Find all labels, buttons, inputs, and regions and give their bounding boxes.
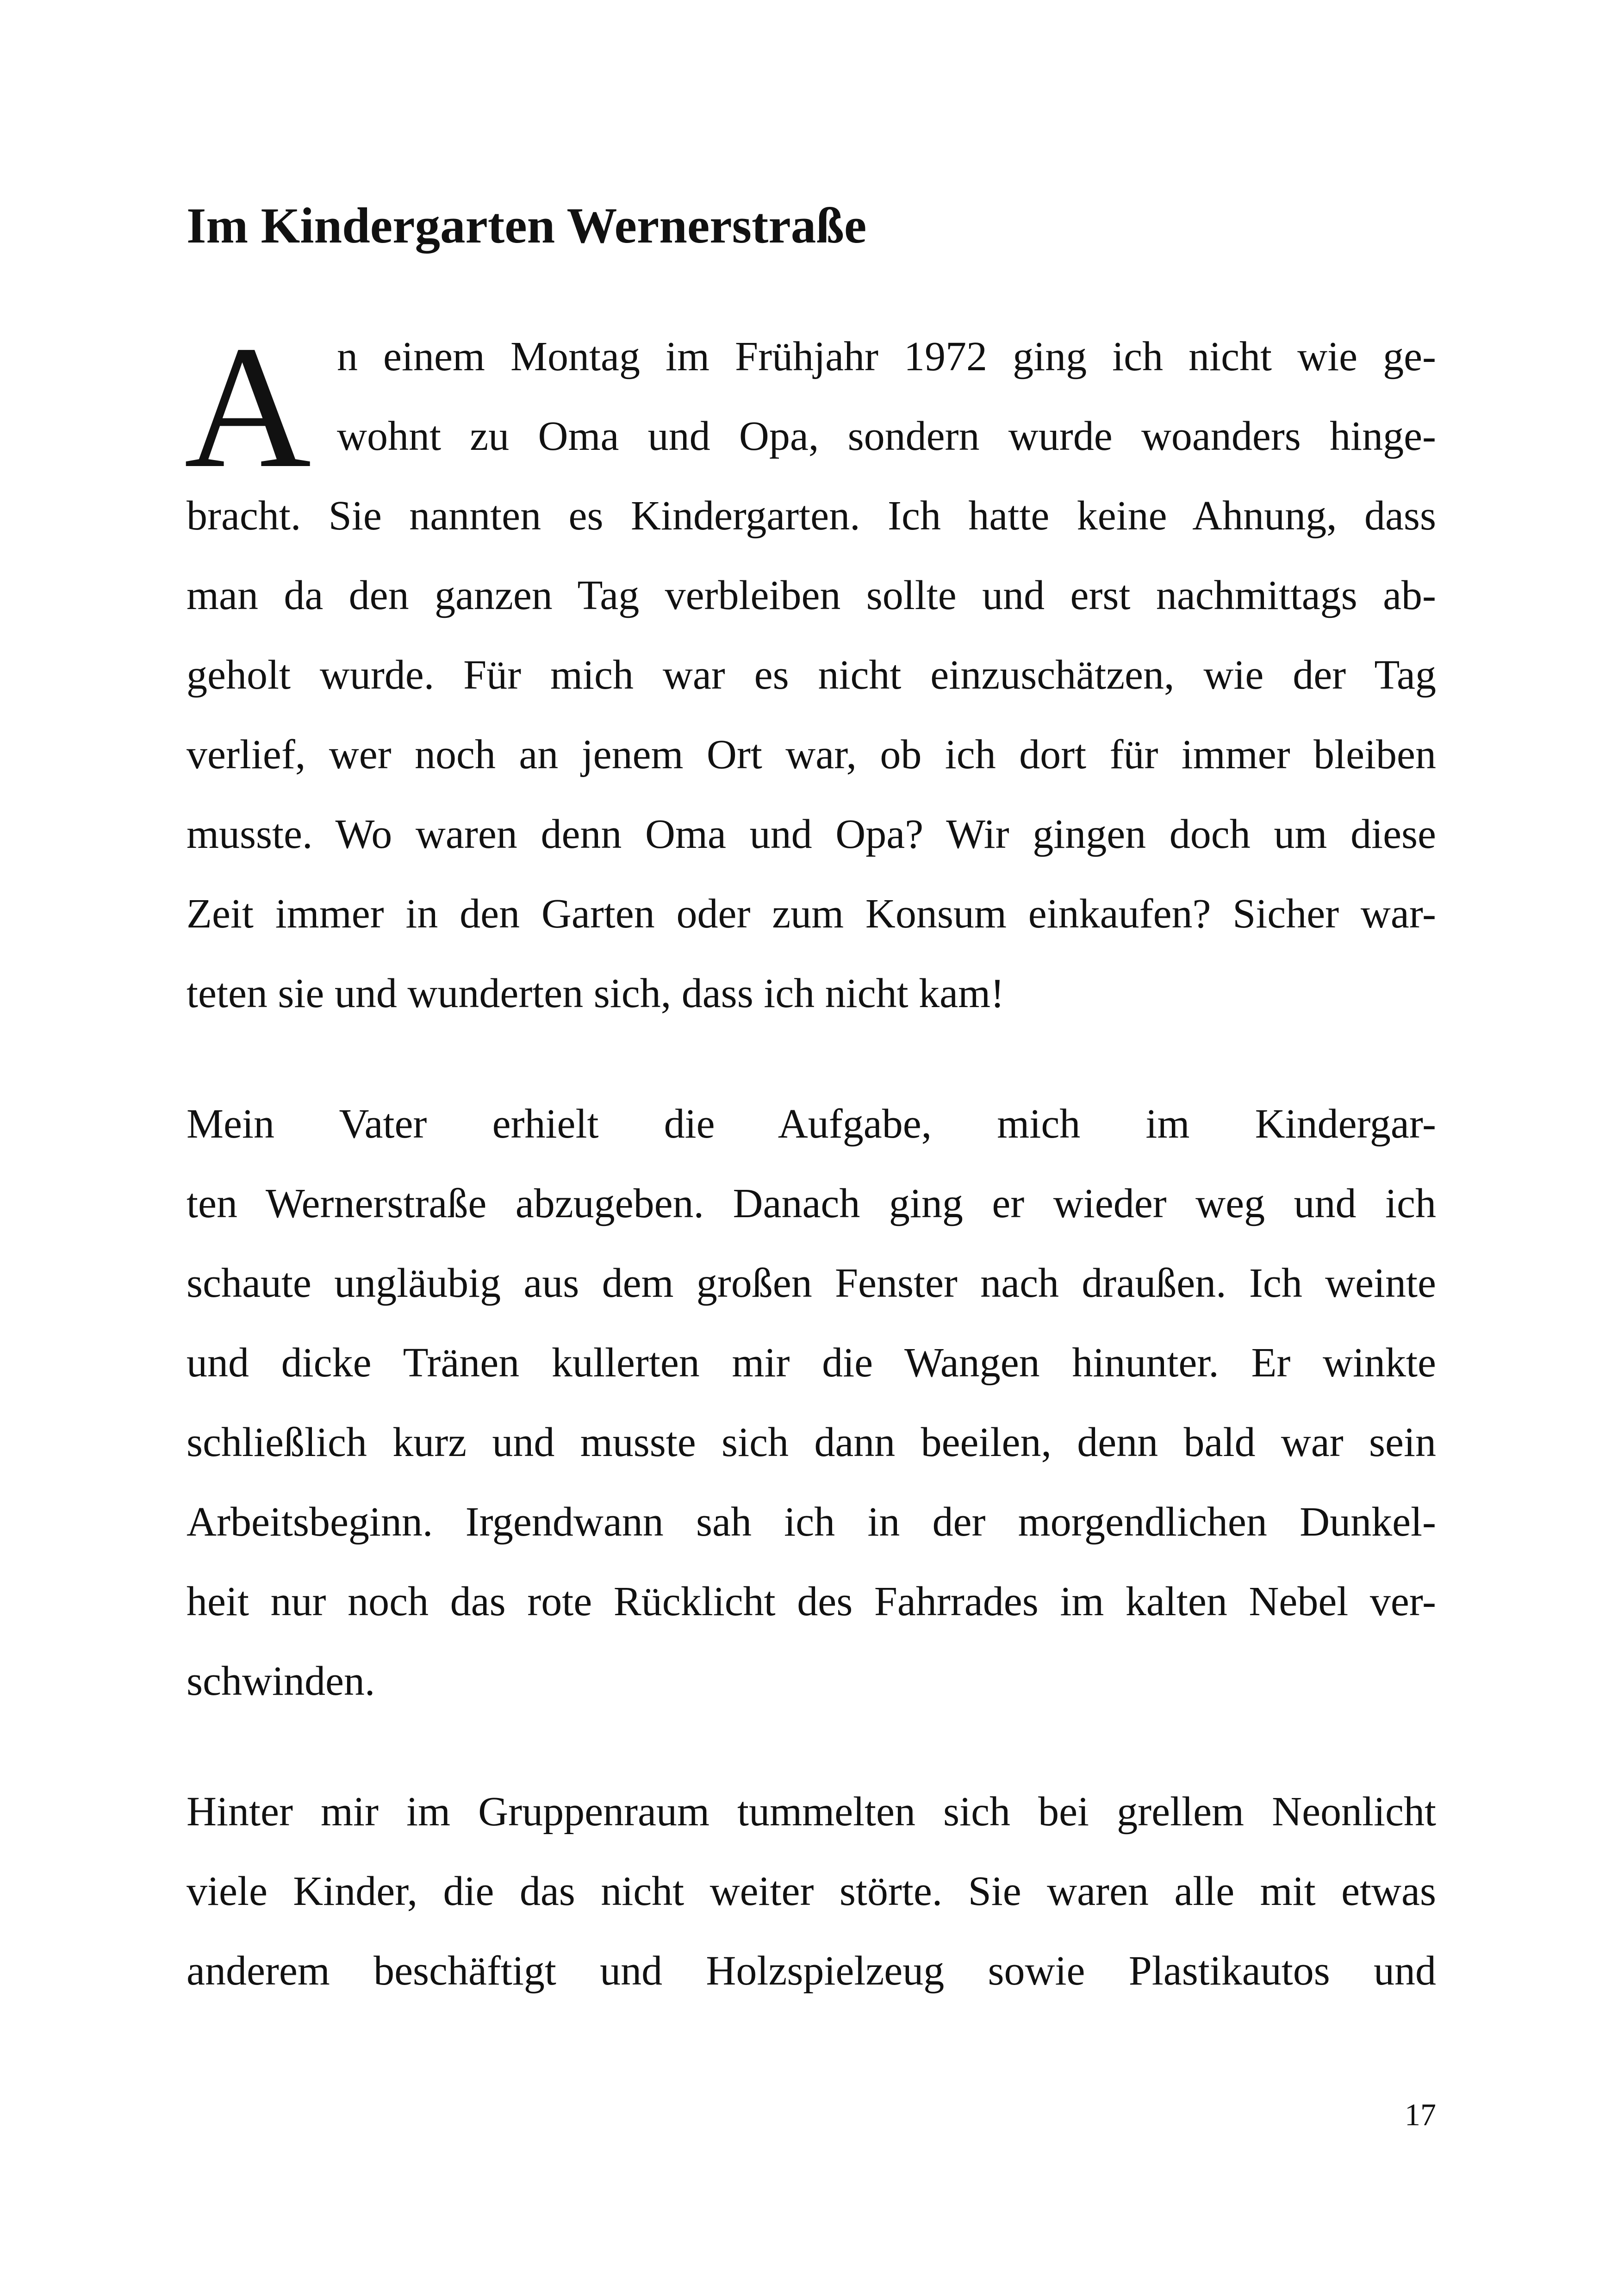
text-line: wohnt zu Oma und Opa, sondern wurde woanders hinge- bbox=[337, 413, 1436, 459]
text-line: schließlich kurz und musste sich dann beeilen, denn bald war sein bbox=[187, 1419, 1436, 1465]
text-line: anderem beschäftigt und Holzspielzeug sowie Plastikautos und bbox=[187, 1948, 1436, 1994]
text-line: Arbeitsbeginn. Irgendwann sah ich in der morgendlichen Dunkel- bbox=[187, 1499, 1436, 1545]
text-line: ten Wernerstraße abzugeben. Danach ging er wieder weg und ich bbox=[187, 1181, 1436, 1226]
text-line: und dicke Tränen kullerten mir die Wangen hinunter. Er winkte bbox=[187, 1340, 1436, 1386]
text-line: schaute ungläubig aus dem großen Fenster nach draußen. Ich weinte bbox=[187, 1260, 1436, 1306]
text-line: bracht. Sie nannten es Kindergarten. Ich hatte keine Ahnung, dass bbox=[187, 493, 1436, 539]
text-line: Zeit immer in den Garten oder zum Konsum einkaufen? Sicher war- bbox=[187, 891, 1436, 937]
text-line: n einem Montag im Frühjahr 1972 ging ich nicht wie ge- bbox=[337, 334, 1436, 380]
chapter-title: Im Kindergarten Wernerstraße bbox=[187, 198, 867, 254]
page-number: 17 bbox=[1405, 2097, 1436, 2132]
text-line: Mein Vater erhielt die Aufgabe, mich im Kindergar- bbox=[187, 1101, 1436, 1147]
text-line: schwinden. bbox=[187, 1658, 375, 1704]
text-line: verlief, wer noch an jenem Ort war, ob ich dort für immer bleiben bbox=[187, 732, 1436, 778]
text-line: musste. Wo waren denn Oma und Opa? Wir gingen doch um diese bbox=[187, 811, 1436, 857]
text-line: teten sie und wunderten sich, dass ich nicht kam! bbox=[187, 971, 1005, 1016]
text-line: man da den ganzen Tag verbleiben sollte und erst nachmittags ab- bbox=[187, 572, 1436, 618]
text-line: Hinter mir im Gruppenraum tummelten sich bei grellem Neonlicht bbox=[187, 1789, 1436, 1835]
drop-cap: A bbox=[184, 310, 311, 504]
text-line: viele Kinder, die das nicht weiter störte. Sie waren alle mit etwas bbox=[187, 1868, 1436, 1914]
text-line: heit nur noch das rote Rücklicht des Fahrrades im kalten Nebel ver- bbox=[187, 1579, 1436, 1624]
text-line: geholt wurde. Für mich war es nicht einzuschätzen, wie der Tag bbox=[187, 652, 1436, 698]
